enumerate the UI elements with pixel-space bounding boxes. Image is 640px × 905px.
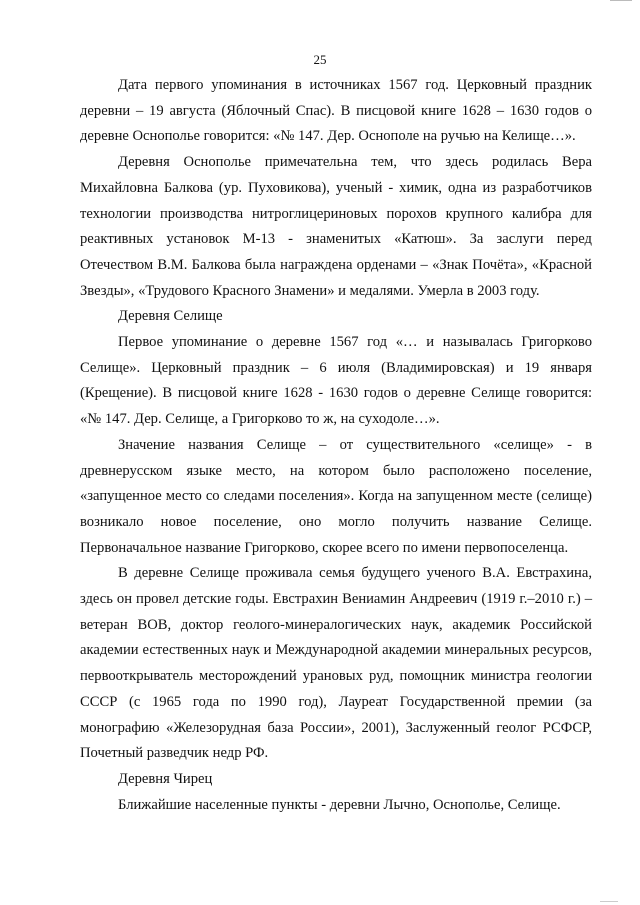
paragraph-evstrakhin: В деревне Селище проживала семья будущего ученого В.А. Евстрахина, здесь он провел детские годы. Евстрахин Вениамин Андреевич (1919 г.–2010 г.) – ветеран ВОВ, доктор геолого-минералогических наук, академик Российской академии естественных наук и Международной академии минеральных ресурсов, первооткрыватель месторождений урановых руд, помощник министра геологии СССР (с 1965 года по 1990 год), Лауреат Государственной премии (за монографию «Железорудная база России», 2001), Заслуженный геолог РСФСР, Почетный разведчик недр РФ. [80,565,592,762]
scan-mark-top [610,0,632,3]
heading-chirets: Деревня Чирец [118,770,213,787]
heading-selishche: Деревня Селище [118,308,223,325]
paragraph-chirets: Ближайшие населенные пункты - деревни Лычно, Оснополье, Селище. [118,796,561,813]
paragraph-selishche-history: Первое упоминание о деревне 1567 год «… и называлась Григорково Селище». Церковный праздник – 6 июля (Владимировская) и 19 января (Крещение). В писцовой книге 1628 - 1630 годов о деревне Селище говорится: «№ 147. Дер. Селище, а Григорково то ж, на суходоле…». [80,334,592,428]
scan-mark-bottom [600,899,618,902]
document-body [80,73,592,818]
paragraph-selishche-name: Значение названия Селище – от существительного «селище» - в древнерусском языке место, на котором было расположено поселение, «запущенное место со следами поселения». Когда на запущенном месте (селище) возникало новое поселение, оно могло получить название Селище. Первоначальное название Григорково, скорее всего по имени первопоселенца. [80,436,592,556]
page-number: 25 [313,52,327,67]
paragraph-osnopolye-history: Дата первого упоминания в источниках 1567 год. Церковный праздник деревни – 19 августа (Яблочный Спас). В писцовой книге 1628 – 1630 годов о деревне Оснополье говорится: «№ 147. Дер. Оснополе на ручью на Келище…». [80,77,592,145]
paragraph-balkova: Деревня Оснополье примечательна тем, что здесь родилась Вера Михайловна Балкова (ур. Пуховикова), ученый - химик, одна из разработчиков технологии производства нитроглицериновых порохов крупного калибра для реактивных установок М-13 - знаменитых «Катюш». За заслуги перед Отечеством В.М. Балкова была награждена орденами – «Знак Почёта», «Красной Звезды», «Трудового Красного Знамени» и медалями. Умерла в 2003 году. [80,154,592,299]
